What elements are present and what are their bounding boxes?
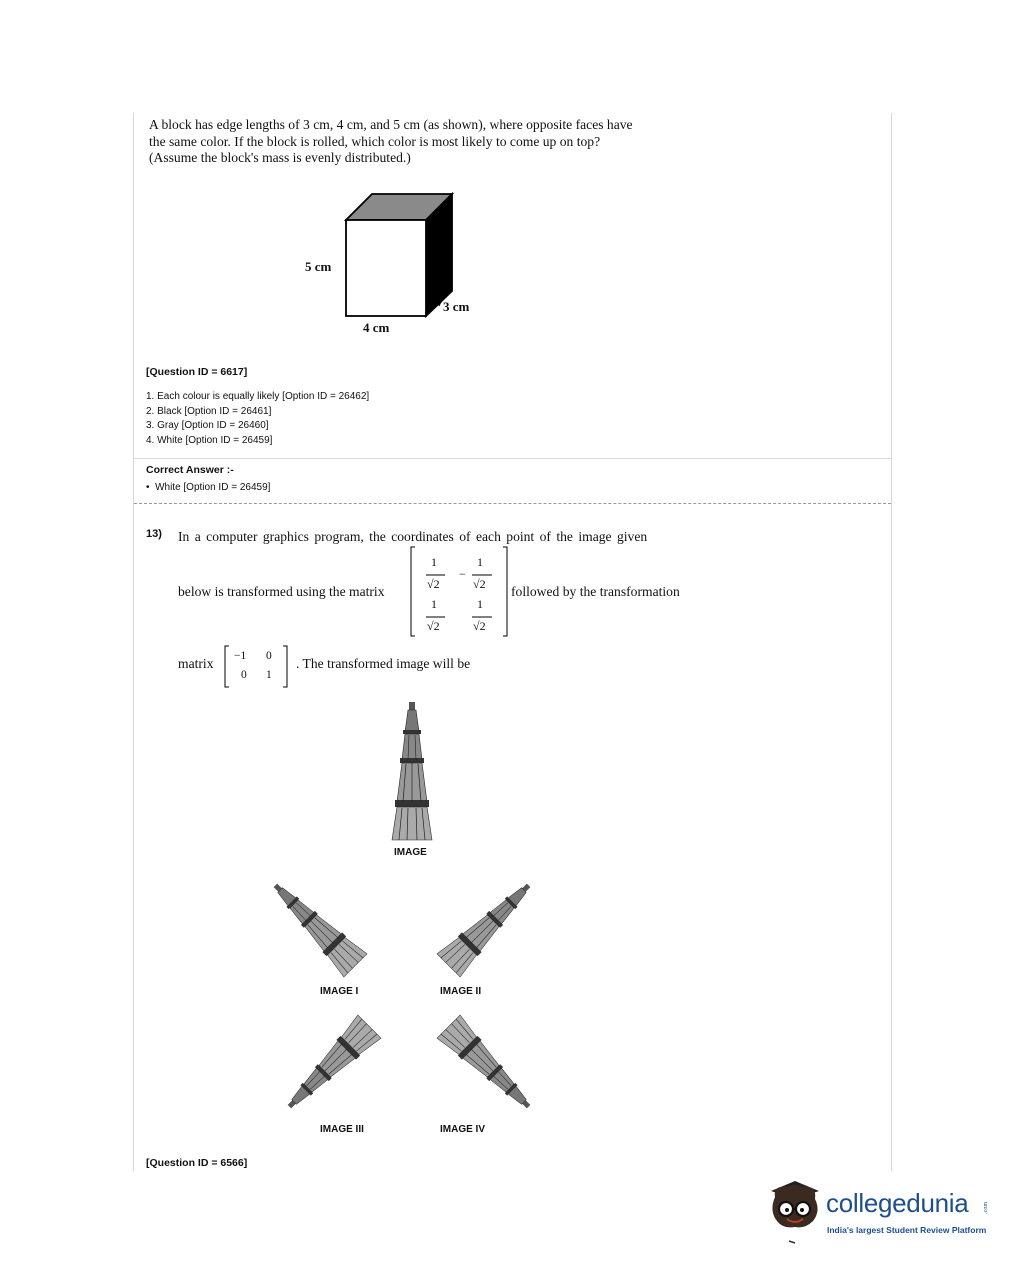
m1-r1c2-num: 1 — [477, 555, 483, 569]
collegedunia-mascot-icon — [765, 1177, 827, 1247]
m1-r1c2-den: √2 — [473, 577, 486, 591]
figure-label-height: 5 cm — [305, 259, 332, 274]
tower-image-iii — [270, 1006, 390, 1126]
m1-r2c1-den: √2 — [427, 619, 440, 633]
tower-image-original — [380, 700, 444, 845]
correct-answer-value — [146, 482, 270, 493]
brand-tagline: India's largest Student Review Platform — [827, 1225, 987, 1235]
option-4: 4. White [Option ID = 26459] — [146, 435, 273, 447]
m2-r1c1: −1 — [234, 650, 247, 662]
question-13-number: 13) — [146, 528, 162, 540]
m1-r1c2-sign: − — [459, 567, 466, 581]
page-border-left — [133, 113, 134, 1171]
page-border-right — [891, 113, 892, 1171]
m1-r1c1-den: √2 — [427, 577, 440, 591]
image-label-i: IMAGE I — [320, 986, 359, 997]
image-label-iii: IMAGE III — [320, 1124, 364, 1135]
question-id-6566: [Question ID = 6566] — [146, 1157, 248, 1169]
image-label-ii: IMAGE II — [440, 986, 482, 997]
question-13-line-2-before: below is transformed using the matrix — [178, 584, 385, 599]
options-list — [146, 390, 369, 449]
section-divider — [134, 458, 891, 459]
reflection-matrix — [222, 644, 294, 690]
question-13-line-3-after: . The transformed image will be — [296, 656, 471, 671]
image-label-iv: IMAGE IV — [440, 1124, 486, 1135]
image-label-main: IMAGE — [394, 847, 427, 858]
tower-image-iv — [428, 1006, 548, 1126]
bullet-icon: • — [146, 482, 156, 493]
option-2: 2. Black [Option ID = 26461] — [146, 405, 272, 417]
figure-label-width: 4 cm — [363, 320, 390, 335]
question-13-line-2-after: followed by the transformation — [511, 584, 680, 599]
question-divider — [134, 503, 891, 504]
m1-r1c1-num: 1 — [431, 555, 437, 569]
correct-answer-text: White [Option ID = 26459] — [155, 482, 271, 493]
correct-answer-label: Correct Answer :- — [146, 464, 234, 476]
m2-r2c1: 0 — [241, 669, 247, 681]
tower-image-i — [256, 866, 376, 986]
question-id-6617: [Question ID = 6617] — [146, 366, 248, 378]
tower-image-ii — [428, 866, 548, 986]
m2-r1c2: 0 — [266, 650, 272, 662]
m1-r2c2-den: √2 — [473, 619, 486, 633]
brand-name: collegedunia — [826, 1188, 969, 1218]
question-13-line-1: In a computer graphics program, the coordinates of each point of the image given — [178, 529, 648, 544]
question-12-text: A block has edge lengths of 3 cm, 4 cm, and 5 cm (as shown), where opposite faces have the same color. If the block is rolled, which color is most likely to come up on top? (Assume the block's mass is evenly distributed.) — [149, 117, 633, 165]
m2-r2c2: 1 — [266, 669, 272, 681]
brand-suffix: .com — [983, 1202, 989, 1214]
m1-r2c2-num: 1 — [477, 597, 483, 611]
rotation-matrix — [408, 545, 510, 639]
m1-r2c1-num: 1 — [431, 597, 437, 611]
option-1: 1. Each colour is equally likely [Option ID = 26462] — [146, 391, 370, 402]
option-3: 3. Gray [Option ID = 26460] — [146, 420, 269, 432]
question-13-line-3-before: matrix — [178, 656, 214, 671]
figure-label-depth: 3 cm — [443, 299, 470, 314]
